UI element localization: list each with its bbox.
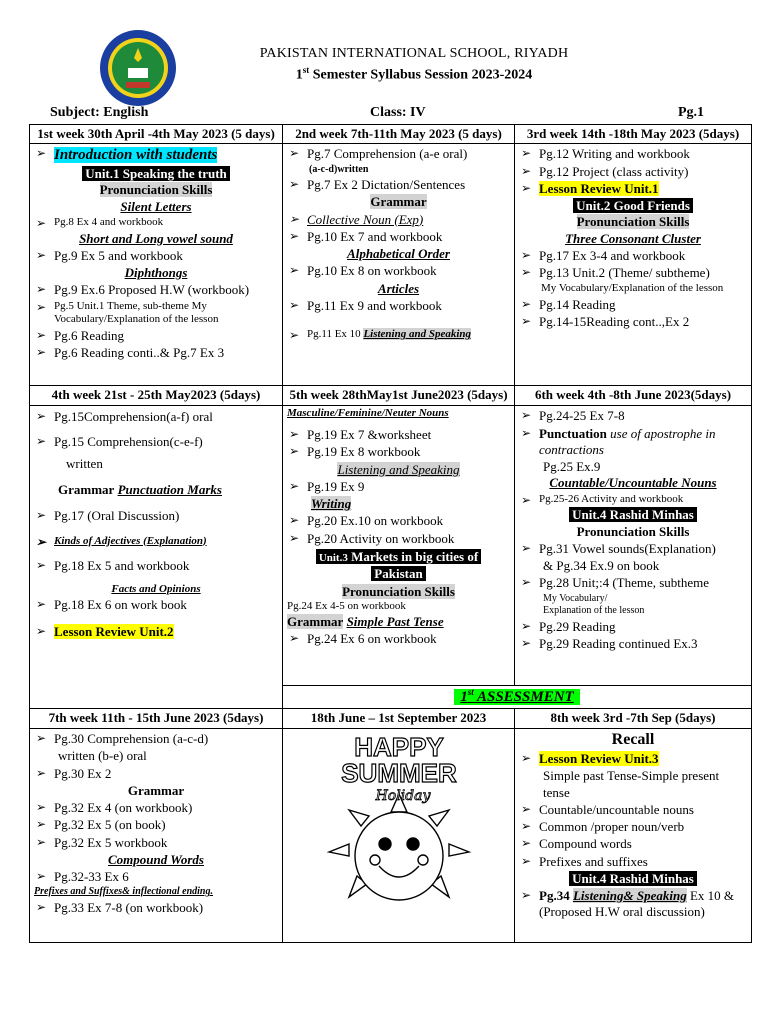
- list-item: Pg.13 Unit.2 (Theme/ subtheme): [539, 265, 710, 280]
- list-item: Pg.32 Ex 5 (on book): [54, 817, 166, 833]
- consonant-cluster-heading: Three Consonant Cluster: [565, 230, 701, 246]
- list-item: Pg.29 Reading continued Ex.3: [539, 635, 698, 651]
- intro-text: Introduction with students: [54, 147, 218, 164]
- unit-2-title: Unit.2 Good Friends: [573, 198, 693, 213]
- writing-heading: Writing: [311, 496, 352, 511]
- week-2-header: 2nd week 7th-11th May 2023 (5 days): [283, 125, 515, 144]
- compound-words-heading: Compound Words: [108, 851, 204, 867]
- week-3-header: 3rd week 14th -18th May 2023 (5days): [515, 125, 752, 144]
- week-5-header: 5th week 28thMay1st June2023 (5days): [283, 386, 515, 406]
- list-item: Pg.15Comprehension(a-f) oral: [54, 409, 213, 425]
- week-4-header: 4th week 21st - 25th May2023 (5days): [30, 386, 283, 406]
- unit-3-title: Markets in big cities of: [347, 548, 479, 564]
- list-item: Collective Noun (Exp): [307, 211, 424, 227]
- unit-4-title: Unit.4 Rashid Minhas: [569, 507, 697, 522]
- list-item: Pg.24 Ex 6 on workbook: [307, 631, 437, 646]
- lesson-review-unit1: Lesson Review Unit.1: [539, 180, 659, 196]
- list-item: Pg.19 Ex 9: [307, 478, 365, 494]
- lesson-review-unit3: Lesson Review Unit.3: [539, 751, 659, 766]
- list-item: Pg.32 Ex 5 workbook: [54, 834, 168, 850]
- list-item: Pg.17 Ex 3-4 and workbook: [539, 247, 686, 263]
- school-name: PAKISTAN INTERNATIONAL SCHOOL, RIYADH: [259, 46, 569, 61]
- list-item: Kinds of Adjectives (Explanation): [54, 534, 207, 547]
- grammar-heading: Grammar: [370, 194, 427, 210]
- week-1-header: 1st week 30th April -4th May 2023 (5 days): [30, 125, 283, 144]
- list-item: Pg.31 Vowel sounds(Explanation): [539, 540, 716, 556]
- week-8-header: 8th week 3rd -7th Sep (5days): [515, 709, 752, 729]
- articles-heading: Articles: [377, 280, 420, 296]
- recall-heading: Recall: [611, 731, 655, 748]
- week-7-content: ➢ Pg.30 Comprehension (a-c-d) written (b-e) oral ➢ Pg.30 Ex 2 Grammar ➢ Pg.32 Ex 4 (on workbook) ➢ Pg.32 Ex 5 (on book) ➢ Pg.32 Ex 5 workbook Compound Words ➢ Pg.32-33 Ex 6 Prefixes and Suffixes& inflectional ending. ➢ Pg.33 Ex 7-8 (on workbook): [30, 729, 283, 943]
- alphabetical-heading: Alphabetical Order: [347, 246, 450, 261]
- pronunciation-heading: Pronunciation Skills: [576, 214, 690, 230]
- week-4-content: ➢ Pg.15Comprehension(a-f) oral ➢ Pg.15 Comprehension(c-e-f) written Grammar Punctuation Marks ➢ Pg.17 (Oral Discussion) ➢ Kinds of Adjectives (Explanation) ➢ Pg.18 Ex 5 and workbook Facts and Opinions ➢ Pg.18 Ex 6 on work book ➢ Lesson Review Unit.2: [30, 406, 283, 709]
- summer-sun-illustration: [299, 732, 499, 914]
- list-item: Pg.19 Ex 8 workbook: [307, 444, 421, 460]
- holiday-text: Holiday: [375, 788, 430, 804]
- countable-heading: Countable/Uncountable Nouns: [549, 475, 717, 491]
- list-item: Pg.9 Ex 5 and workbook: [54, 247, 183, 263]
- pronunciation-heading: Pronunciation Skills: [576, 523, 690, 539]
- list-item: Countable/uncountable nouns: [539, 801, 694, 817]
- list-item-sub: Explanation of the lesson: [543, 605, 645, 616]
- list-item: Pg.6 Reading: [54, 328, 125, 343]
- week-8-content: Recall ➢ Lesson Review Unit.3 Simple past Tense-Simple present tense ➢ Countable/uncountable nouns ➢ Common /proper noun/verb ➢ Compound words ➢ Prefixes and suffixes Unit.4 Rashid Minhas ➢ Pg.34 Listening& Speaking Ex 10 &(Proposed H.W oral discussion): [515, 729, 752, 943]
- list-item: Pg.14-15Reading cont..,Ex 2: [539, 314, 690, 330]
- list-item: Pg.25-26 Activity and workbook: [539, 492, 684, 505]
- grammar-heading: Grammar: [127, 782, 185, 798]
- punctuation-heading: Punctuation Marks: [117, 482, 222, 497]
- list-item-sub: My Vocabulary/Explanation of the lesson: [541, 282, 724, 295]
- unit-4-title: Unit.4 Rashid Minhas: [569, 871, 697, 886]
- pronunciation-heading: Pronunciation Skills: [99, 182, 213, 198]
- list-item: Pg.24 Ex 4-5 on workbook: [287, 600, 406, 612]
- unit-3-label: Unit.3: [318, 551, 348, 564]
- summer-text: SUMMER: [340, 758, 457, 788]
- list-item: Pg.8 Ex 4 and workbook: [54, 215, 164, 228]
- list-item-sub: written: [66, 455, 103, 471]
- list-item: Pg.32-33 Ex 6: [54, 869, 129, 884]
- week-6-content: ➢ Pg.24-25 Ex 7-8 ➢ Punctuation use of apostrophe in contractions Pg.25 Ex.9 Countable/Uncountable Nouns ➢ Pg.25-26 Activity and workbook Unit.4 Rashid Minhas Pronunciation Skills ➢ Pg.31 Vowel sounds(Explanation) & Pg.34 Ex.9 on book ➢ Pg.28 Unit;:4 (Theme, subtheme My Vocabulary/ Explanation of the lesson ➢ Pg.29 Reading ➢ Pg.29 Reading continued Ex.3: [515, 406, 752, 686]
- silent-letters-heading: Silent Letters: [120, 198, 192, 214]
- list-item: Pg.6 Reading conti..& Pg.7 Ex 3: [54, 345, 225, 361]
- list-item: Common /proper noun/verb: [539, 819, 685, 834]
- week-1-content: ➢ Introduction with students Unit.1 Speaking the truth Pronunciation Skills Silent Letters ➢ Pg.8 Ex 4 and workbook Short and Long vowel sound ➢ Pg.9 Ex 5 and workbook Diphthongs ➢ Pg.9 Ex.6 Proposed H.W (workbook) ➢ Pg.5 Unit.1 Theme, sub-theme My Vocabulary/Explanation of the lesson ➢ Pg.6 Reading ➢ Pg.6 Reading conti..& Pg.7 Ex 3: [30, 144, 283, 386]
- syllabus-title: 1st Semester Syllabus Session 2023-2024: [295, 65, 533, 83]
- list-item: Pg.5 Unit.1 Theme, sub-theme My Vocabulary/Explanation of the lesson: [54, 299, 219, 326]
- list-item: Pg.17 (Oral Discussion): [54, 508, 180, 524]
- list-item: Pg.10 Ex 8 on workbook: [307, 263, 437, 279]
- list-item: Pg.18 Ex 5 and workbook: [54, 558, 190, 574]
- list-item: Pg.24-25 Ex 7-8: [539, 408, 625, 424]
- assessment-banner: 1st ASSESSMENT: [283, 686, 752, 709]
- unit-3-title-cont: Pakistan: [371, 566, 425, 581]
- list-item: Pg.9 Ex.6 Proposed H.W (workbook): [54, 282, 250, 298]
- week-3-content: ➢ Pg.12 Writing and workbook ➢ Pg.12 Project (class activity) ➢ Lesson Review Unit.1 Unit.2 Good Friends Pronunciation Skills Three Consonant Cluster ➢ Pg.17 Ex 3-4 and workbook ➢ Pg.13 Unit.2 (Theme/ subtheme) My Vocabulary/Explanation of the lesson ➢ Pg.14 Reading ➢ Pg.14-15Reading cont..,Ex 2: [515, 144, 752, 386]
- list-item: Pg.11 Ex 10: [307, 328, 364, 340]
- subject-label: Subject: English: [50, 105, 149, 120]
- grammar-heading: Grammar: [58, 482, 115, 497]
- diphthongs-heading: Diphthongs: [124, 265, 188, 280]
- list-item: Pg.10 Ex 7 and workbook: [307, 228, 443, 244]
- facts-heading: Facts and Opinions: [111, 582, 201, 595]
- class-label: Class: IV: [370, 105, 426, 120]
- week-5-content: Masculine/Feminine/Neuter Nouns ➢ Pg.19 Ex 7 &worksheet ➢ Pg.19 Ex 8 workbook Listening and Speaking ➢ Pg.19 Ex 9 Writing ➢ Pg.20 Ex.10 on workbook ➢ Pg.20 Activity on workbook Unit.3 Markets in big cities of Pakistan Pronunciation Skills Pg.24 Ex 4-5 on workbook Grammar Simple Past Tense ➢ Pg.24 Ex 6 on workbook: [283, 406, 515, 686]
- list-item: Pg.12 Project (class activity): [539, 163, 689, 179]
- grammar-heading: Grammar: [287, 613, 344, 629]
- nouns-heading: Masculine/Feminine/Neuter Nouns: [287, 407, 449, 420]
- list-item-sub: written (b-e) oral: [58, 748, 147, 764]
- list-item: Pg.32 Ex 4 (on workbook): [54, 800, 193, 815]
- summer-header: 18th June – 1st September 2023: [283, 709, 515, 729]
- simple-past-heading: Simple Past Tense: [346, 613, 444, 629]
- list-item: Pg.15 Comprehension(c-e-f): [54, 433, 203, 449]
- week-7-header: 7th week 11th - 15th June 2023 (5days): [30, 709, 283, 729]
- list-item-sub: Simple past Tense-Simple present tense: [543, 768, 720, 800]
- list-item: Pg.12 Writing and workbook: [539, 146, 690, 162]
- listening-speaking-label: Listening and Speaking: [363, 328, 472, 340]
- syllabus-table: [29, 124, 752, 943]
- short-long-heading: Short and Long vowel sound: [79, 230, 233, 246]
- list-item: Prefixes and suffixes: [539, 853, 648, 869]
- list-item: Pg.19 Ex 7 &worksheet: [307, 427, 432, 442]
- list-item: Pg.29 Reading: [539, 618, 616, 634]
- list-item: Pg.30 Ex 2: [54, 765, 112, 781]
- listening-speaking-heading: Listening and Speaking: [337, 461, 460, 477]
- prefixes-heading: Prefixes and Suffixes& inflectional ending.: [34, 886, 213, 898]
- pronunciation-heading: Pronunciation Skills: [342, 583, 455, 599]
- list-item: Pg.33 Ex 7-8 (on workbook): [54, 899, 204, 915]
- list-item: Pg.20 Ex.10 on workbook: [307, 513, 444, 529]
- page-number: Pg.1: [678, 105, 705, 120]
- list-item: Pg.7 Ex 2 Dictation/Sentences: [307, 177, 466, 192]
- list-item: Compound words: [539, 836, 632, 852]
- summer-holiday-cell: [283, 729, 515, 943]
- list-item-sub: & Pg.34 Ex.9 on book: [543, 558, 660, 573]
- list-item-sub: Pg.25 Ex.9: [543, 459, 601, 474]
- week-6-header: 6th week 4th -8th June 2023(5days): [515, 386, 752, 406]
- list-item: Pg.28 Unit;:4 (Theme, subtheme: [539, 575, 710, 591]
- list-item: use of apostrophe in contractions: [539, 425, 716, 457]
- lesson-review-unit2: Lesson Review Unit.2: [54, 623, 174, 639]
- unit-1-title: Unit.1 Speaking the truth: [82, 166, 230, 181]
- list-item: Pg.20 Activity on workbook: [307, 530, 455, 546]
- list-item: Pg.7 Comprehension (a-e oral): [307, 146, 468, 162]
- listening-speaking-label: Listening& Speaking: [572, 888, 687, 903]
- list-item: Pg.34: [539, 888, 573, 903]
- list-item: Pg.18 Ex 6 on work book: [54, 597, 187, 613]
- list-item: Pg.30 Comprehension (a-c-d): [54, 731, 209, 746]
- list-item-sub: (a-c-d)written: [309, 163, 369, 175]
- week-2-content: ➢ Pg.7 Comprehension (a-e oral) (a-c-d)written ➢ Pg.7 Ex 2 Dictation/Sentences Grammar ➢ Collective Noun (Exp) ➢ Pg.10 Ex 7 and workbook Alphabetical Order ➢ Pg.10 Ex 8 on workbook Articles ➢ Pg.11 Ex 9 and workbook ➢ Pg.11 Ex 10 Listening and Speaking: [283, 144, 515, 386]
- list-item-sub: My Vocabulary/: [543, 592, 608, 604]
- punctuation-label: Punctuation: [539, 425, 607, 441]
- list-item: Pg.14 Reading: [539, 297, 616, 312]
- happy-text: HAPPY: [353, 732, 444, 762]
- list-item: Ex 10 &(Proposed H.W oral discussion): [539, 888, 735, 920]
- list-item: Pg.11 Ex 9 and workbook: [307, 297, 442, 313]
